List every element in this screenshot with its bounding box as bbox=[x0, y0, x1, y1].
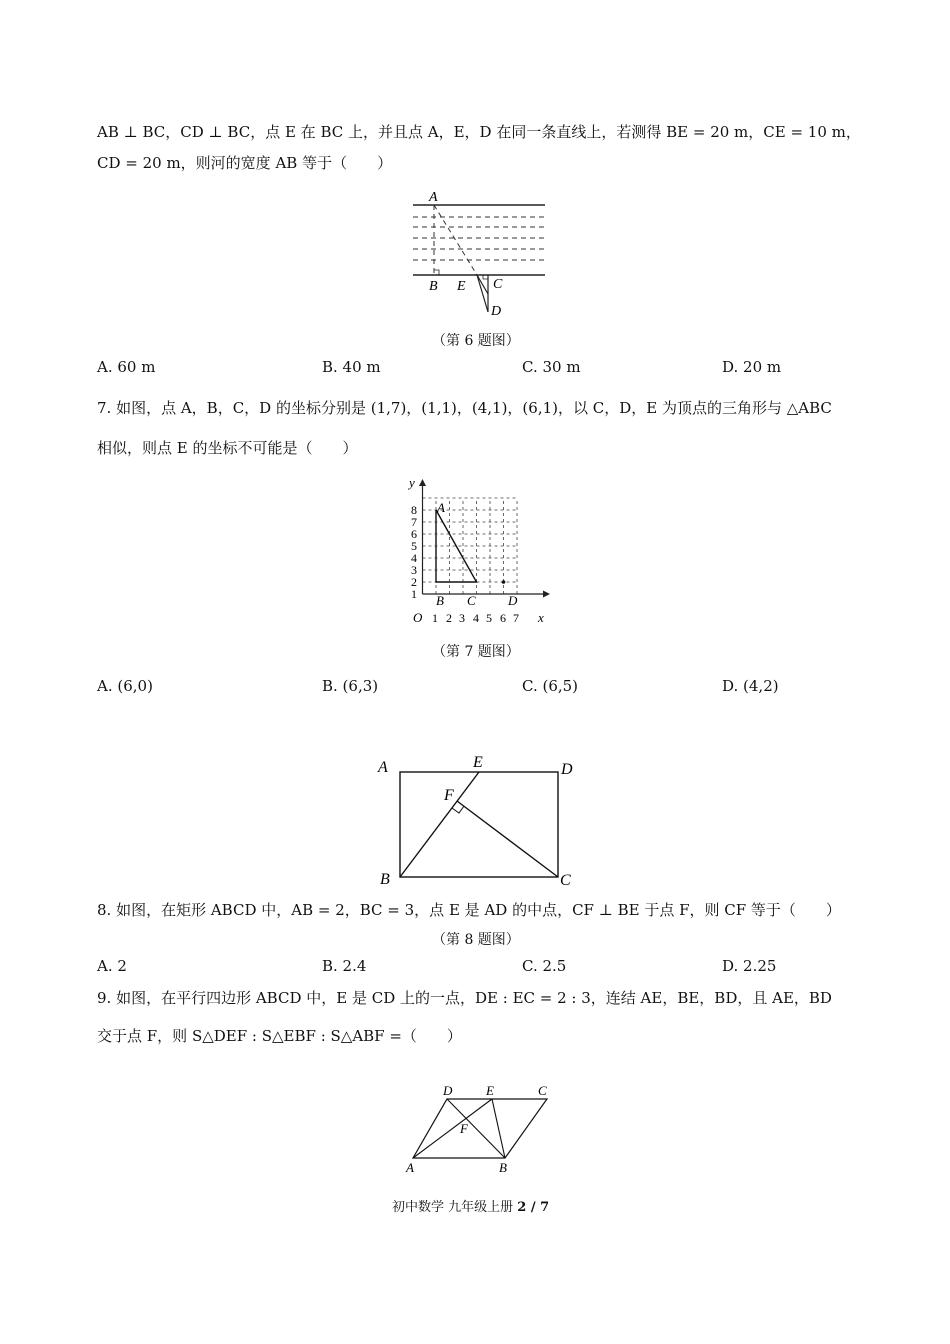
q6-text-line2: CD = 20 m，则河的宽度 AB 等于（ ） bbox=[97, 154, 393, 172]
q6-caption: （第 6 题图） bbox=[432, 333, 520, 349]
q8-label-a: A bbox=[378, 759, 388, 776]
q8-label-e: E bbox=[473, 754, 483, 771]
page-footer bbox=[392, 1196, 549, 1215]
q7-x-tick: 7 bbox=[513, 611, 519, 625]
q8-option-a: A. 2 bbox=[97, 957, 127, 975]
q6-label-e: E bbox=[457, 279, 466, 294]
q9-text-line1: 9. 如图，在平行四边形 ABCD 中，E 是 CD 上的一点，DE : EC = 2 : 3，连结 AE，BE，BD，且 AE，BD bbox=[97, 989, 832, 1007]
q7-y-tick: 8 bbox=[411, 503, 417, 517]
q7-y-tick: 7 bbox=[411, 515, 417, 529]
q8-rectangle-figure bbox=[370, 748, 585, 893]
q7-option-a: A. (6,0) bbox=[97, 677, 153, 695]
q9-label-e: E bbox=[486, 1083, 494, 1098]
q8-option-c: C. 2.5 bbox=[522, 957, 567, 975]
q6-label-d: D bbox=[491, 304, 502, 319]
q6-option-b: B. 40 m bbox=[322, 358, 381, 376]
q7-x-tick: 2 bbox=[446, 611, 452, 625]
q7-label-a: A bbox=[437, 500, 445, 515]
q6-river-figure bbox=[405, 186, 555, 321]
q7-text-line1: 7. 如图，点 A，B，C，D 的坐标分别是 (1,7)，(1,1)，(4,1)，(6,1)，以 C，D，E 为顶点的三角形与 △ABC bbox=[97, 399, 832, 417]
q6-text-line1: AB ⊥ BC，CD ⊥ BC，点 E 在 BC 上，并且点 A，E，D 在同一条直线上，若测得 BE = 20 m，CE = 10 m， bbox=[97, 123, 861, 141]
q9-parallelogram-figure bbox=[398, 1080, 558, 1175]
q7-label-b: B bbox=[436, 593, 444, 608]
q7-y-tick: 2 bbox=[411, 575, 417, 589]
q8-option-b: B. 2.4 bbox=[322, 957, 367, 975]
footer-text: 初中数学 九年级上册 bbox=[392, 1200, 514, 1215]
q7-option-d: D. (4,2) bbox=[722, 677, 779, 695]
q6-option-a: A. 60 m bbox=[97, 358, 156, 376]
q8-label-d: D bbox=[561, 761, 573, 778]
q6-label-c: C bbox=[493, 277, 503, 292]
q7-x-tick: 5 bbox=[486, 611, 492, 625]
q7-y-tick: 6 bbox=[411, 527, 417, 541]
q7-axis-x-label: x bbox=[538, 610, 544, 625]
q7-coordinate-figure bbox=[395, 474, 560, 626]
q8-caption: （第 8 题图） bbox=[432, 932, 520, 948]
q7-x-tick: 4 bbox=[473, 611, 479, 625]
q6-label-a: A bbox=[429, 190, 438, 205]
q8-label-f: F bbox=[444, 787, 454, 804]
q6-label-b: B bbox=[429, 279, 438, 294]
q9-label-d: D bbox=[443, 1083, 453, 1098]
q9-label-b: B bbox=[499, 1160, 507, 1175]
q7-option-b: B. (6,3) bbox=[322, 677, 379, 695]
q8-label-c: C bbox=[560, 872, 571, 889]
q6-option-c: C. 30 m bbox=[522, 358, 581, 376]
q6-option-d: D. 20 m bbox=[722, 358, 782, 376]
q7-axis-y-label: y bbox=[409, 475, 415, 490]
footer-page-number: 2 / 7 bbox=[517, 1200, 550, 1215]
q7-label-d: D bbox=[508, 593, 518, 608]
q7-y-tick: 1 bbox=[411, 587, 417, 601]
q7-option-c: C. (6,5) bbox=[522, 677, 579, 695]
q7-x-tick: 1 bbox=[432, 611, 438, 625]
q9-label-f: F bbox=[460, 1121, 468, 1136]
q9-label-a: A bbox=[406, 1160, 414, 1175]
q7-origin-label: O bbox=[413, 610, 423, 625]
q7-y-tick: 4 bbox=[411, 551, 417, 565]
q7-x-tick: 6 bbox=[500, 611, 506, 625]
q7-text-line2: 相似，则点 E 的坐标不可能是（ ） bbox=[97, 439, 358, 457]
q7-x-tick: 3 bbox=[459, 611, 465, 625]
q8-label-b: B bbox=[380, 871, 390, 888]
q7-caption: （第 7 题图） bbox=[432, 644, 520, 660]
q7-y-tick: 3 bbox=[411, 563, 417, 577]
q7-y-tick: 5 bbox=[411, 539, 417, 553]
q9-text-line2: 交于点 F，则 S△DEF : S△EBF : S△ABF =（ ） bbox=[97, 1027, 462, 1045]
q8-option-d: D. 2.25 bbox=[722, 957, 777, 975]
q7-label-c: C bbox=[467, 593, 476, 608]
q9-label-c: C bbox=[538, 1083, 547, 1098]
q8-text-line1: 8. 如图，在矩形 ABCD 中，AB = 2，BC = 3，点 E 是 AD 的中点，CF ⊥ BE 于点 F，则 CF 等于（ ） bbox=[97, 901, 841, 919]
